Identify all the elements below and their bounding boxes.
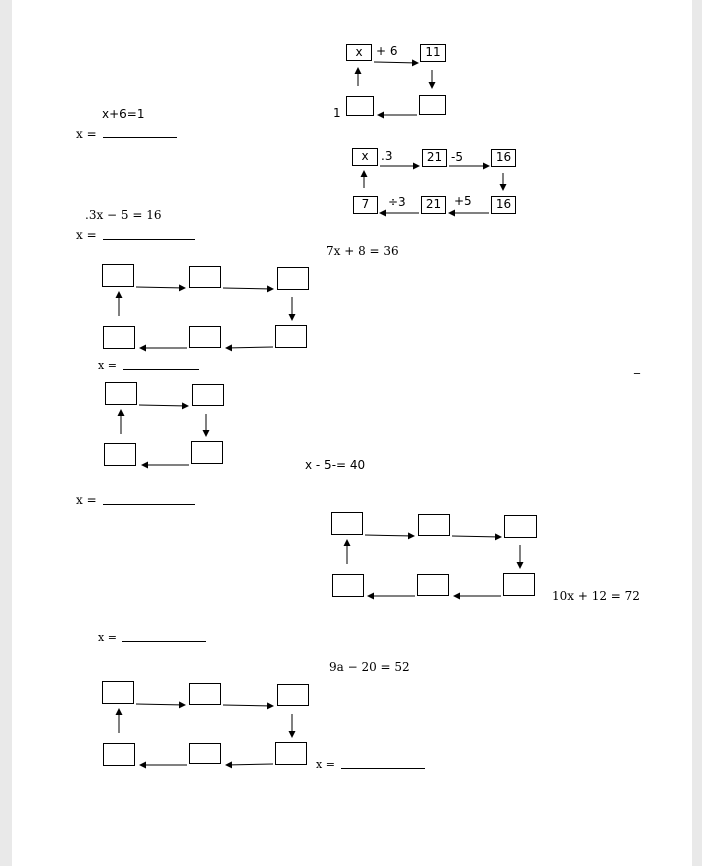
ex2-box3: 21 bbox=[421, 196, 446, 214]
ex2-op2: -5 bbox=[451, 150, 463, 164]
stray-dash: _ bbox=[634, 360, 640, 374]
d3-arrow-r2 bbox=[223, 288, 273, 289]
ex1-equation: x+6=1 bbox=[102, 107, 145, 121]
d3-arrow-r1 bbox=[136, 287, 185, 288]
ex2-box4: 16 bbox=[491, 196, 516, 214]
d6-arrow-r1 bbox=[136, 704, 185, 705]
ex2-equation: .3x − 5 = 16 bbox=[85, 208, 162, 222]
d6-arrow-l1 bbox=[226, 764, 273, 765]
worksheet-page bbox=[12, 0, 692, 866]
equation-5: 10x + 12 = 72 bbox=[552, 589, 640, 603]
d4-arrow-right bbox=[139, 405, 188, 406]
ex1-answer: 1 bbox=[333, 106, 341, 120]
d3-arrow-l1 bbox=[226, 347, 273, 348]
ex2-box2: 16 bbox=[491, 149, 516, 167]
equation-4: x - 5-= 40 bbox=[305, 458, 366, 472]
x-label-5: x = bbox=[98, 631, 117, 644]
d5-arrow-r1 bbox=[365, 535, 414, 536]
ex2-box-x: x bbox=[352, 148, 378, 166]
ex1-box-result: 11 bbox=[420, 44, 446, 62]
equation-3: 7x + 8 = 36 bbox=[326, 244, 399, 258]
x-label-4: x = bbox=[76, 493, 97, 507]
x-label-1: x = bbox=[76, 127, 97, 141]
arrows-layer bbox=[12, 0, 692, 866]
ex2-op1: .3 bbox=[381, 149, 393, 163]
ex1-box-x: x bbox=[346, 44, 372, 61]
d5-arrow-r2 bbox=[452, 536, 501, 537]
ex1-arrow-right bbox=[374, 62, 418, 63]
x-label-3: x = bbox=[98, 359, 117, 372]
ex2-op-div: ÷3 bbox=[388, 195, 406, 209]
ex1-op-add: + 6 bbox=[376, 44, 398, 58]
ex2-box-answer: 7 bbox=[353, 196, 378, 214]
x-label-6: x = bbox=[316, 758, 335, 771]
ex2-box1: 21 bbox=[422, 149, 447, 167]
equation-6: 9a − 20 = 52 bbox=[329, 660, 410, 674]
ex2-op-add: +5 bbox=[454, 194, 472, 208]
x-label-2: x = bbox=[76, 228, 97, 242]
d6-arrow-r2 bbox=[223, 705, 273, 706]
